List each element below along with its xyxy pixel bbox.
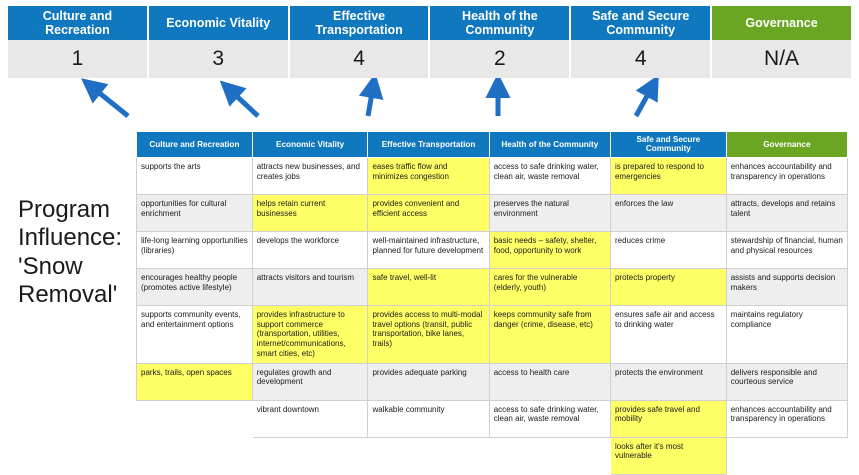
matrix-cell: provides infrastructure to support commerce (transportation, utilities, internet/communications, smart cities, etc)	[252, 305, 368, 363]
table-row	[137, 400, 848, 437]
matrix-cell: protects property	[610, 268, 726, 305]
matrix-cell: parks, trails, open spaces	[137, 363, 253, 400]
table-row	[137, 157, 848, 194]
matrix-header-safe-and-secure-community: Safe and Secure Community	[610, 132, 726, 158]
matrix-cell: cares for the vulnerable (elderly, youth)	[489, 268, 610, 305]
matrix-cell: life-long learning opportunities (libraries)	[137, 231, 253, 268]
summary-scorecard	[8, 6, 851, 78]
matrix-cell: reduces crime	[610, 231, 726, 268]
matrix-header-row	[137, 132, 848, 158]
matrix-cell	[489, 437, 610, 474]
summary-score-culture-and-recreation: 1	[8, 40, 149, 78]
summary-header-governance: Governance	[712, 6, 851, 40]
page-title: Program Influence: 'Snow Removal'	[18, 196, 123, 308]
table-row	[137, 231, 848, 268]
summary-score-economic-vitality: 3	[149, 40, 290, 78]
matrix-cell: safe travel, well-lit	[368, 268, 489, 305]
summary-header-health-of-the-community: Health of the Community	[430, 6, 571, 40]
matrix-cell: opportunities for cultural enrichment	[137, 194, 253, 231]
matrix-cell	[137, 437, 253, 474]
matrix-cell: access to safe drinking water, clean air, waste removal	[489, 400, 610, 437]
matrix-cell: attracts, develops and retains talent	[726, 194, 847, 231]
matrix-cell	[726, 437, 847, 474]
matrix-cell: vibrant downtown	[252, 400, 368, 437]
arrow-economic-vitality	[230, 90, 258, 116]
matrix-cell: provides convenient and efficient access	[368, 194, 489, 231]
matrix-header-effective-transportation: Effective Transportation	[368, 132, 489, 158]
matrix-cell: delivers responsible and courteous service	[726, 363, 847, 400]
summary-score-safe-and-secure-community: 4	[571, 40, 712, 78]
table-row	[137, 305, 848, 363]
matrix-cell: develops the workforce	[252, 231, 368, 268]
summary-header-culture-and-recreation: Culture and Recreation	[8, 6, 149, 40]
matrix-cell: provides safe travel and mobility	[610, 400, 726, 437]
influence-matrix	[136, 131, 848, 475]
matrix-cell: walkable community	[368, 400, 489, 437]
arrow-culture-and-recreation	[92, 87, 128, 116]
matrix-cell: basic needs – safety, shelter, food, opportunity to work	[489, 231, 610, 268]
matrix-cell: preserves the natural environment	[489, 194, 610, 231]
summary-score-row	[8, 40, 851, 78]
matrix-cell: enhances accountability and transparency in operations	[726, 400, 847, 437]
arrow-safe-and-secure-community	[636, 87, 652, 116]
matrix-cell	[368, 437, 489, 474]
matrix-cell: stewardship of financial, human and physical resources	[726, 231, 847, 268]
summary-score-governance: N/A	[764, 47, 800, 70]
summary-header-effective-transportation: Effective Transportation	[290, 6, 431, 40]
matrix-cell	[252, 437, 368, 474]
matrix-cell: assists and supports decision makers	[726, 268, 847, 305]
summary-score-health-of-the-community: 2	[430, 40, 571, 78]
matrix-cell: enforces the law	[610, 194, 726, 231]
arrow-group	[0, 78, 859, 130]
matrix-cell: attracts visitors and tourism	[252, 268, 368, 305]
matrix-cell: enhances accountability and transparency in operations	[726, 157, 847, 194]
matrix-cell: is prepared to respond to emergencies	[610, 157, 726, 194]
table-row	[137, 437, 848, 474]
matrix-cell: supports community events, and entertainment options	[137, 305, 253, 363]
matrix-header-governance: Governance	[726, 132, 847, 158]
arrow-effective-transportation	[368, 87, 373, 116]
matrix-cell: encourages healthy people (promotes active lifestyle)	[137, 268, 253, 305]
summary-header-row	[8, 6, 851, 40]
matrix-cell: helps retain current businesses	[252, 194, 368, 231]
matrix-cell: regulates growth and development	[252, 363, 368, 400]
matrix-cell: provides access to multi-modal travel options (transit, public transportation, bike lanes, trails)	[368, 305, 489, 363]
table-row	[137, 268, 848, 305]
matrix-cell	[137, 400, 253, 437]
matrix-body	[137, 157, 848, 474]
matrix-header-economic-vitality: Economic Vitality	[252, 132, 368, 158]
matrix-header-health-of-the-community: Health of the Community	[489, 132, 610, 158]
table-row	[137, 194, 848, 231]
summary-score-effective-transportation: 4	[290, 40, 431, 78]
matrix-cell: attracts new businesses, and creates jobs	[252, 157, 368, 194]
matrix-cell: maintains regulatory compliance	[726, 305, 847, 363]
matrix-cell: eases traffic flow and minimizes congestion	[368, 157, 489, 194]
summary-header-safe-and-secure-community: Safe and Secure Community	[571, 6, 712, 40]
matrix-cell: supports the arts	[137, 157, 253, 194]
matrix-cell: well-maintained infrastructure, planned for future development	[368, 231, 489, 268]
table-row	[137, 363, 848, 400]
summary-header-economic-vitality: Economic Vitality	[149, 6, 290, 40]
matrix-cell: protects the environment	[610, 363, 726, 400]
matrix-cell: access to health care	[489, 363, 610, 400]
matrix-header-culture-and-recreation: Culture and Recreation	[137, 132, 253, 158]
matrix-cell: ensures safe air and access to drinking water	[610, 305, 726, 363]
matrix-cell: access to safe drinking water, clean air, waste removal	[489, 157, 610, 194]
matrix-cell: keeps community safe from danger (crime, disease, etc)	[489, 305, 610, 363]
matrix-cell: provides adequate parking	[368, 363, 489, 400]
matrix-cell: looks after it's most vulnerable	[610, 437, 726, 474]
